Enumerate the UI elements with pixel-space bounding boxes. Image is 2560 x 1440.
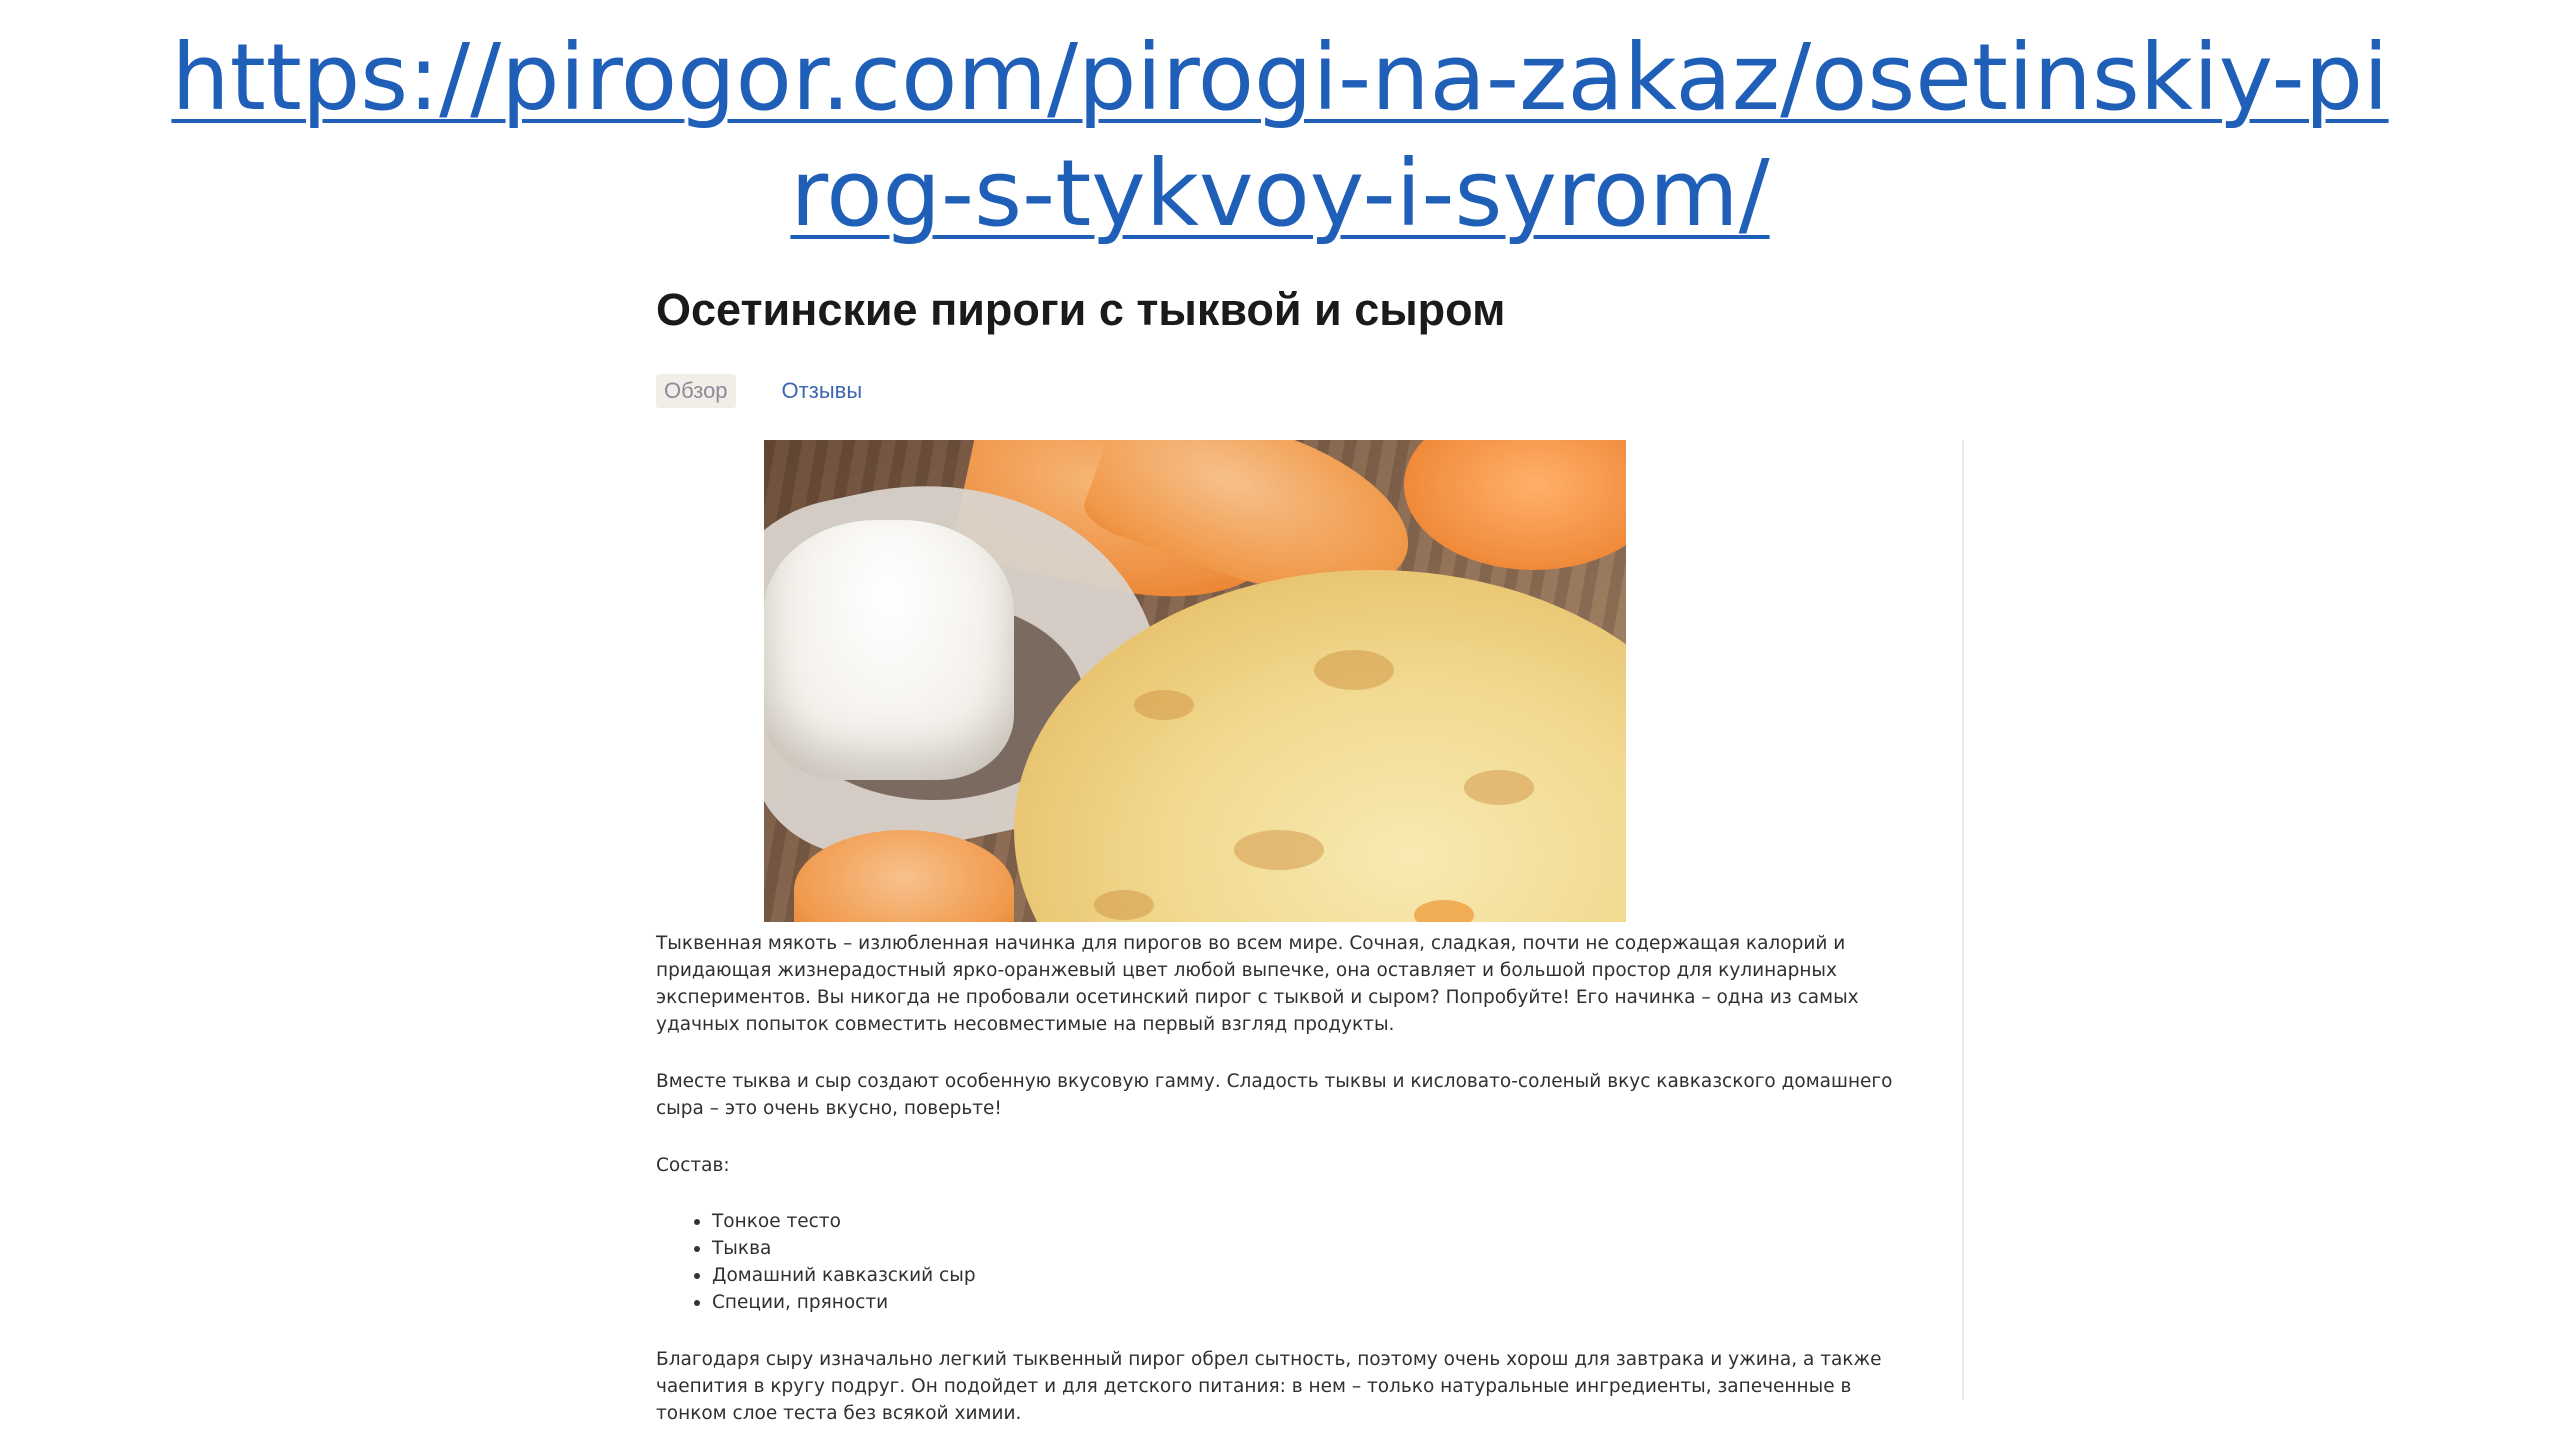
list-item: Тонкое тесто <box>712 1208 976 1235</box>
list-item: Тыква <box>712 1235 976 1262</box>
tab-overview[interactable]: Обзор <box>656 374 736 408</box>
page-url-link[interactable]: https://pirogor.com/pirogi-na-zakaz/osetinskiy-pirog-s-tykvoy-i-syrom/ <box>171 24 2389 247</box>
content-divider <box>1962 440 1964 1400</box>
list-item: Домашний кавказский сыр <box>712 1262 976 1289</box>
composition-label: Состав: <box>656 1155 730 1176</box>
description-paragraph-3: Благодаря сыру изначально легкий тыквенный пирог обрел сытность, поэтому очень хорош для завтрака и ужина, а также чаепития в кругу подруг. Он подойдет и для детского питания: в нем – только натуральные ингредиенты, запеченные в тонком слое теста без всякой химии. <box>656 1349 1882 1424</box>
product-tabs <box>656 374 870 408</box>
ingredients-list <box>712 1208 976 1316</box>
cheese-image <box>764 520 1014 780</box>
description-paragraph-2: Вместе тыква и сыр создают особенную вкусовую гамму. Сладость тыквы и кисловато-соленый вкус кавказского домашнего сыра – это очень вкусно, поверьте! <box>656 1071 1893 1119</box>
description-paragraph-1: Тыквенная мякоть – излюбленная начинка для пирогов во всем мире. Сочная, сладкая, почти не содержащая калорий и придающая жизнерадостный ярко-оранжевый цвет любой выпечке, она оставляет и большой простор для кулинарных экспериментов. Вы никогда не пробовали осетинский пирог с тыквой и сыром? Попробуйте! Его начинка – одна из самых удачных попыток совместить несовместимые на первый взгляд продукты. <box>656 933 1859 1035</box>
tab-reviews[interactable]: Отзывы <box>781 378 863 403</box>
page-title: Осетинские пироги с тыквой и сыром <box>656 284 1506 335</box>
product-photo <box>764 440 1626 922</box>
product-page <box>656 270 1966 1440</box>
list-item: Специи, пряности <box>712 1289 976 1316</box>
